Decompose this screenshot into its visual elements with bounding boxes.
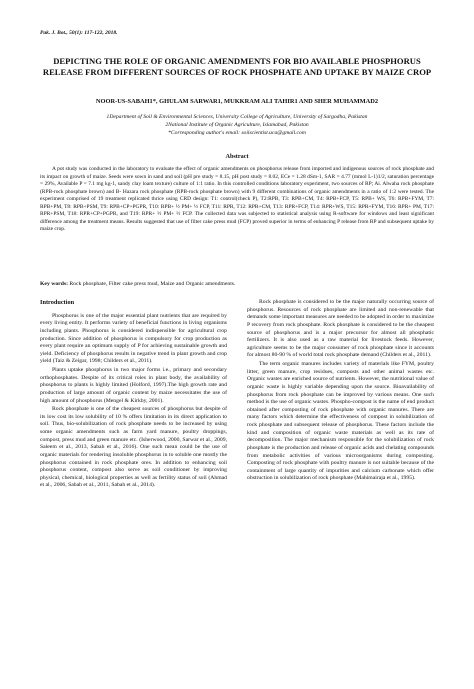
paragraph: Rock phosphate is one of the cheapest sources of phosphorus but despite of its low cost its low solubility of 10 % offers limitation in its direct application to soil. Thus, bio-solubilization of rock phosphate needs to be increased by using some organic amendments such as farm yard manure, poultry droppings, compost, press mud and green manure etc. (Isherwood, 2000, Sarwar et al., 2009, Saleem et al., 2013, Sabah et al., 2016). One such mean could be the use of organic materials for rendering insoluble phosphorus in to soluble one mostly the phosphorus contained in rock phosphate ores. In addition to enhancing soil phosphorus content, compost also serve as soil conditioner by improving physical, chemical, biological properties as well as fertility status of soil (Ahmad et al., 2006, Sabah et al., 2011, Sabah et al., 2014).: [40, 406, 227, 489]
abstract-text: A pot study was conducted in the laboratory to evaluate the effect of organic amendments on phosphorus release from imported and indigenous sources of rock phosphate and its impact on growth of maize. Seeds were sown in sand and soil (pH pre study = 8.15, pH post study = 8.02, ECe = 1.28 dSm-1, SAR = 4.77 (mmol L-1)1/2, saturation percentage = 29%, Available P = 7.1 mg kg-1, sandy clay loam texture) culture of 1:1 ratio. In this controlled conditions laboratory experiment, two sources of RP; Ai. Alwaha rock phosphate (RPB-rock phosphate brown) and B- Hazara rock phosphate (RPB-rock phosphate brown) with 9 different combinations of organic amendments in a ratio of 1:2 were tested. The experiment comprised of 19 treatment replicated thrice using CRD design: T1: control(check P), T2:RPB, T3: RPB+CM, T4: RPB+FCP, T5: RPB+ WS, T6: RPB+FYM, T7: RPB+PM, T8: RPB+PSM, T9: RPB+CP+PGPR, T10: RPB+ ½ PM+ ½ FCP, T11: RPR, T12: RPR+CM, T13: RPR+FCP, T14: RPR+WS, T15: RPR+FYM, T16: RPR+ PM, T17: RPR+PSM, T18: RPR+CP+PGPR, and T19: RPR+ ½ PM+ ½ FCP. The collected data was subjected to statistical analysis using R-software for windows and least significant difference among the treatment means. Results suggested that use of filter cake press mud (FCP) proved superior in terms of enhancing P release from RP and subsequent uptake by maize crop.: [40, 166, 434, 233]
paragraph: Phosphorus is one of the major essential plant nutrients that are required by every living entity. It performs variety of beneficial functions in living organisms including plants. Phosphorus is considered indispensible for agricultural crop production. Since addition of phosphorus is compulsory for crop production as every plant require an optimum supply of P for achieving sustainable growth and yield. Deficiency of phosphorus results in negative trend in plant growth and crop yield (Taiz & Zeigar, 1998; Childers et al., 2011).: [40, 312, 227, 365]
keywords-text: Rock phosphate, Filter cake press mud, Maize and Organic amendments.: [69, 281, 236, 287]
affiliation-1: 1Department of Soil & Environmental Sciences, University College of Agriculture, University of Sargodha, Pakistan: [106, 114, 368, 120]
paragraph: The term organic manures includes variety of materials like FYM, poultry litter, green manure, crop residues, composts and other animal wastes etc. Organic wastes are enriched source of nutrients. However, the nutritional value of organic waste is highly variable depending upon the source. Bioavailability of phosphorus from rock phosphate can be improved by various means. One such method is the use of organic wastes. Phospho-compost is the name of end product obtained after composting of rock phosphate with organic manures. There are many factors which determine the effectiveness of compost in solubilization of rock phosphate and subsequent release of phosphorus. These factors include the kind and composition of organic waste materials as well as its rate of decomposition. The major mechanism responsible for the solubilization of rock phosphate is the production and release of organic acids and chelating compounds from metabolic activities of various microorganisms during composting. Composting of rock phosphate with poultry manure is not suitable because of the containment of large quantity of impurities and calcium carbonate which offer obstruction in solubilization of rock phosphate (Mahimairaja et al., 1995).: [247, 361, 434, 482]
corresponding-author: *Corresponding author's email: soilscientist.uca@gmail.com: [168, 130, 306, 137]
paragraph: Rock phosphate is considered to be the major naturally occurring source of phosphorus. Resources of rock phosphate are limited and non-renewable that demands some important measures are needed to be adopted in order to maximize P recovery from rock phosphate. Rock phosphate is considered to be the cheapest source of phosphorus and is a major precursor for almost all phosphatic fertilizers. It is also used as a raw material for livestock feeds. However, agriculture seems to be the major consumer of rock phosphate since it accounts for almost 80-90 % of world total rock phosphate demand (Childers et al., 2011).: [247, 299, 434, 359]
keywords-label: Key words:: [40, 281, 68, 287]
introduction-heading: Introduction: [40, 299, 75, 306]
journal-citation: Pak. J. Bot., 50(1): 117-122, 2018.: [40, 30, 118, 36]
abstract: [40, 166, 434, 234]
keywords: [40, 281, 434, 289]
affiliation-2: 2National Institute of Organic Agriculture, Islamabad, Pakistan: [165, 122, 309, 129]
right-column: [247, 299, 434, 484]
author-list: NOOR-US-SABAH1*, GHULAM SARWAR1, MUKKRAM ALI TAHIR1 AND SHER MUHAMMAD2: [95, 98, 379, 105]
paper-title: DEPICTING THE ROLE OF ORGANIC AMENDMENTS FOR BIO AVAILABLE PHOSPHORUS RELEASE FROM DIFFERENT SOURCES OF ROCK PHOSPHATE AND UPTAKE BY MAIZE CROP: [42, 56, 432, 77]
left-column: [40, 299, 227, 491]
abstract-heading: Abstract: [225, 153, 249, 160]
paragraph: Plants uptake phosphorus in two major forms i.e., primary and secondary orthophosphates. Despite of its critical roles in plant body, the availability of phosphorus to plants is highly limited (Holford, 1997).The high growth rate and production of large amount of organic content by maize necessitates the use of high amount of phosphorus (Mengel & Kirkby, 2001).: [40, 367, 227, 404]
affiliations: [40, 113, 434, 138]
